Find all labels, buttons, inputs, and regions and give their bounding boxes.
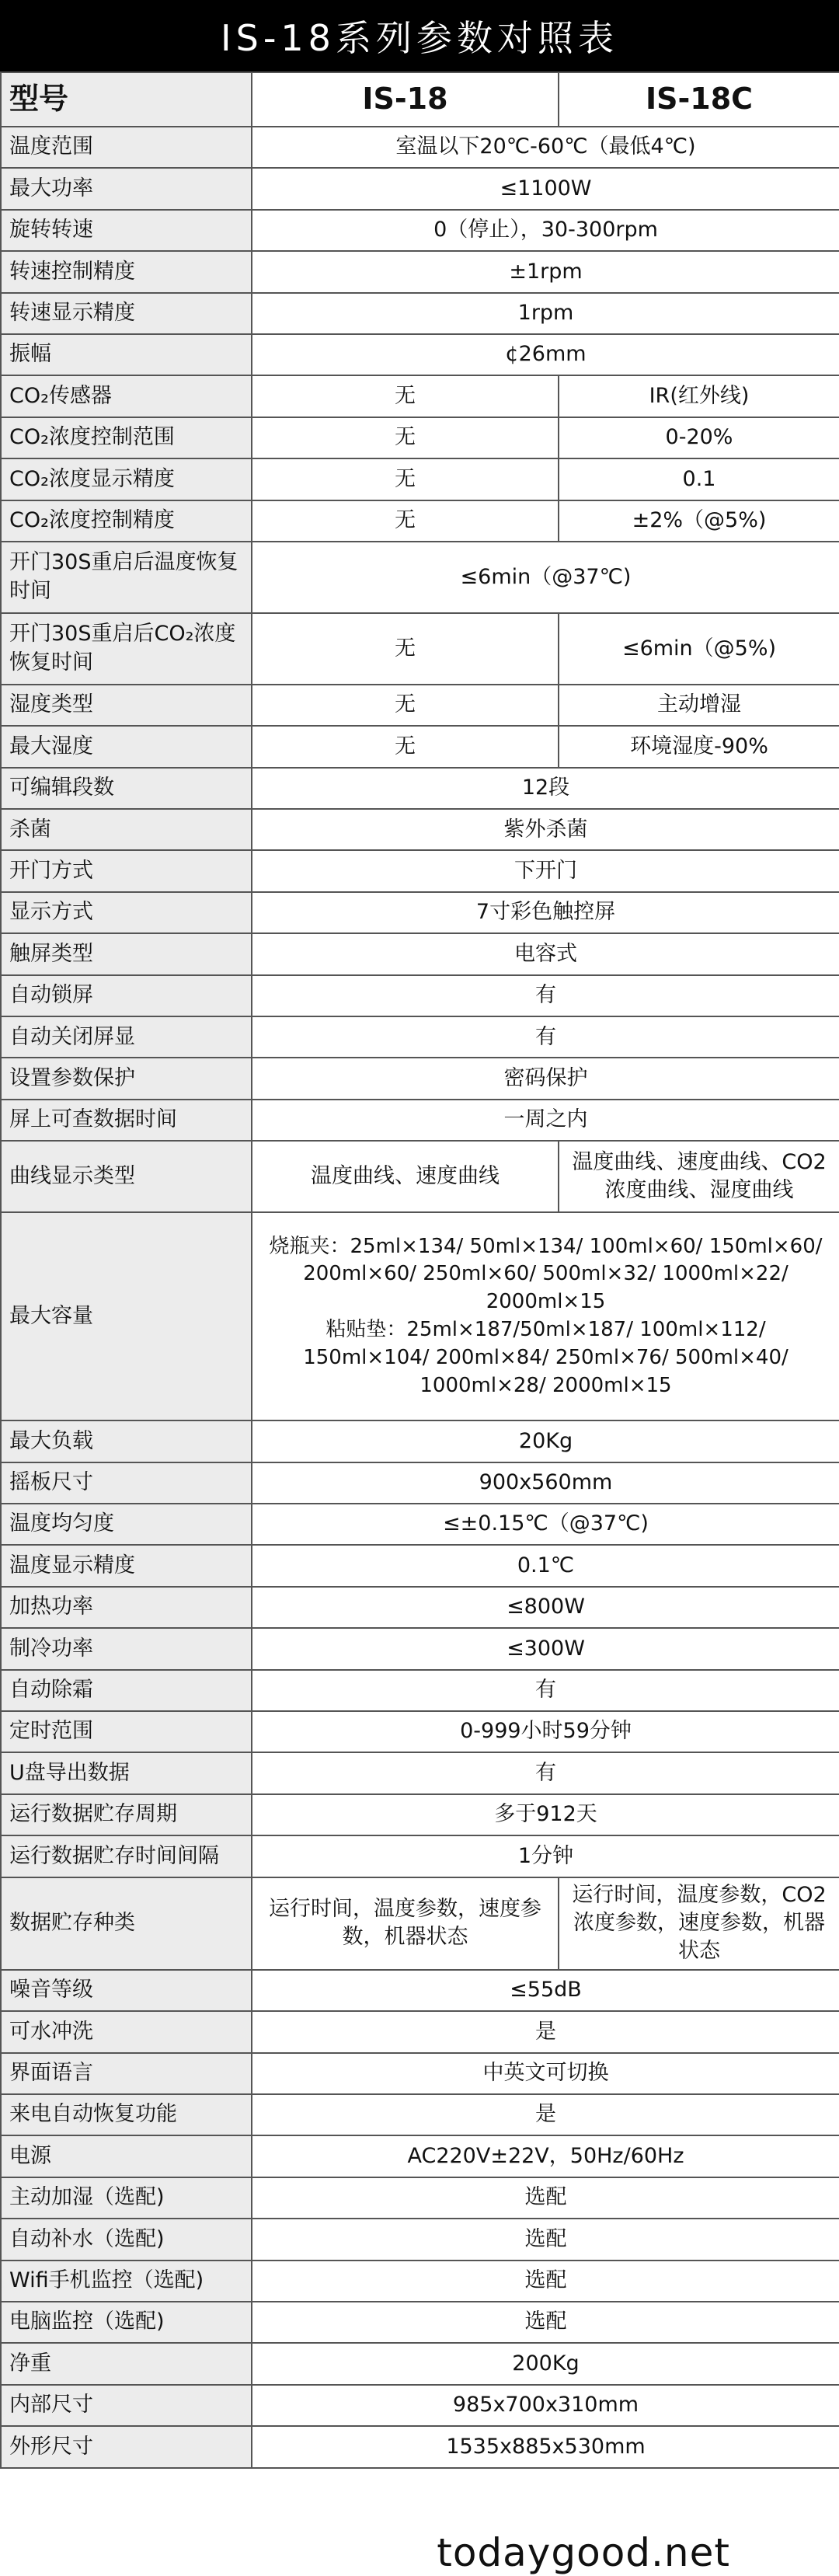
spec-table [0,71,839,2469]
table-row [1,1462,839,1504]
row-value-model-b: 环境湿度-90% [559,726,839,767]
table-row [1,542,839,613]
row-label: 自动锁屏 [1,975,252,1016]
row-value: ≤6min（@37℃) [252,542,839,613]
row-value: 多于912天 [252,1794,839,1835]
table-row [1,168,839,209]
table-row [1,2426,839,2467]
row-value: 1535x885x530mm [252,2426,839,2467]
row-label: 旋转转速 [1,210,252,251]
table-row [1,1016,839,1058]
row-value: 有 [252,1670,839,1711]
row-value: 选配 [252,2177,839,2219]
row-label: 最大负载 [1,1420,252,1462]
row-value-model-b: ±2%（@5%) [559,500,839,542]
row-value: 20Kg [252,1420,839,1462]
row-value: ≤±0.15℃（@37℃) [252,1504,839,1545]
row-value: ¢26mm [252,334,839,375]
row-label: CO₂浓度控制精度 [1,500,252,542]
row-value: 是 [252,2011,839,2052]
table-row [1,293,839,334]
table-row [1,1752,839,1793]
table-row [1,1877,839,1970]
row-label: 主动加湿（选配) [1,2177,252,2219]
row-value-model-b: 主动增湿 [559,685,839,726]
row-label: 转速控制精度 [1,251,252,292]
table-row [1,685,839,726]
row-label: 数据贮存种类 [1,1877,252,1970]
row-label: 湿度类型 [1,685,252,726]
row-value-model-b: 0.1 [559,458,839,500]
row-value: 有 [252,975,839,1016]
row-label: 自动除霜 [1,1670,252,1711]
table-row [1,768,839,809]
table-row [1,1794,839,1835]
table-row [1,2385,839,2426]
row-label: CO₂浓度显示精度 [1,458,252,500]
row-value: 选配 [252,2219,839,2260]
row-value: 0（停止），30-300rpm [252,210,839,251]
row-label: 曲线显示类型 [1,1141,252,1212]
row-value-model-a: 运行时间，温度参数，速度参数，机器状态 [252,1877,559,1970]
row-value: ≤1100W [252,168,839,209]
table-row [1,2177,839,2219]
row-value: 选配 [252,2261,839,2302]
row-label: 电源 [1,2135,252,2177]
row-label: 来电自动恢复功能 [1,2094,252,2135]
row-label: CO₂浓度控制范围 [1,417,252,458]
row-value: 是 [252,2094,839,2135]
row-label: 摇板尺寸 [1,1462,252,1504]
row-value: 有 [252,1752,839,1793]
row-label: 电脑监控（选配) [1,2302,252,2343]
row-label: 外形尺寸 [1,2426,252,2467]
page-title: IS-18系列参数对照表 [0,0,839,71]
row-label: 运行数据贮存时间间隔 [1,1835,252,1877]
spec-table-body [1,72,839,2468]
table-row [1,726,839,767]
table-row [1,2011,839,2052]
header-model-b: IS-18C [559,72,839,127]
table-row [1,500,839,542]
row-label: 运行数据贮存周期 [1,1794,252,1835]
row-label: 开门30S重启后温度恢复时间 [1,542,252,613]
table-row [1,2135,839,2177]
row-value: 12段 [252,768,839,809]
row-value-model-a: 无 [252,613,559,685]
table-row [1,2094,839,2135]
row-value-model-b: 温度曲线、速度曲线、CO2浓度曲线、湿度曲线 [559,1141,839,1212]
row-label: 温度均匀度 [1,1504,252,1545]
row-value-model-b: 运行时间，温度参数，CO2浓度参数，速度参数，机器状态 [559,1877,839,1970]
row-label: Wifi手机监控（选配) [1,2261,252,2302]
table-row [1,850,839,891]
row-value: 密码保护 [252,1058,839,1099]
row-label: 最大容量 [1,1212,252,1420]
row-value: 0.1℃ [252,1545,839,1586]
row-value: ≤300W [252,1628,839,1669]
table-row [1,1141,839,1212]
row-label: 触屏类型 [1,933,252,974]
table-row [1,975,839,1016]
header-label: 型号 [1,72,252,127]
row-value-model-a: 无 [252,726,559,767]
row-value: 有 [252,1016,839,1058]
row-label: 开门30S重启后CO₂浓度恢复时间 [1,613,252,685]
row-label: 开门方式 [1,850,252,891]
table-row [1,892,839,933]
row-value: 900x560mm [252,1462,839,1504]
row-value-model-b: ≤6min（@5%) [559,613,839,685]
table-row [1,613,839,685]
row-label: 定时范围 [1,1711,252,1752]
row-label: 最大湿度 [1,726,252,767]
row-value: 下开门 [252,850,839,891]
row-value: 0-999小时59分钟 [252,1711,839,1752]
row-value: 一周之内 [252,1100,839,1141]
row-label: 转速显示精度 [1,293,252,334]
row-label: CO₂传感器 [1,375,252,417]
row-label: 界面语言 [1,2053,252,2094]
table-row [1,1587,839,1628]
row-label: 可编辑段数 [1,768,252,809]
table-row [1,417,839,458]
watermark: todaygood.net [437,2530,730,2575]
row-label: 净重 [1,2343,252,2384]
row-label: 自动关闭屏显 [1,1016,252,1058]
row-value: 中英文可切换 [252,2053,839,2094]
row-value-model-a: 无 [252,500,559,542]
row-label: 噪音等级 [1,1970,252,2011]
table-row [1,127,839,168]
table-row [1,2302,839,2343]
header-model-a: IS-18 [252,72,559,127]
row-value-model-a: 无 [252,685,559,726]
table-row [1,1970,839,2011]
table-row [1,210,839,251]
row-value-model-a: 无 [252,375,559,417]
table-row [1,2219,839,2260]
row-label: 屏上可查数据时间 [1,1100,252,1141]
row-label: 温度范围 [1,127,252,168]
row-label: 内部尺寸 [1,2385,252,2426]
row-value: ≤55dB [252,1970,839,2011]
table-row [1,375,839,417]
row-value: 1rpm [252,293,839,334]
table-header-row [1,72,839,127]
table-row [1,1835,839,1877]
row-value-model-a: 无 [252,417,559,458]
table-row [1,1670,839,1711]
table-row [1,251,839,292]
row-value: ≤800W [252,1587,839,1628]
row-value: 室温以下20℃-60℃（最低4℃) [252,127,839,168]
row-label: 制冷功率 [1,1628,252,1669]
row-label: 加热功率 [1,1587,252,1628]
row-value: 985x700x310mm [252,2385,839,2426]
table-row [1,2343,839,2384]
table-row [1,1212,839,1420]
table-row [1,1711,839,1752]
row-value: 200Kg [252,2343,839,2384]
row-label: 显示方式 [1,892,252,933]
table-row [1,2261,839,2302]
row-value: 1分钟 [252,1835,839,1877]
table-row [1,334,839,375]
table-row [1,809,839,850]
table-row [1,2053,839,2094]
row-value: 烧瓶夹：25ml×134/ 50ml×134/ 100ml×60/ 150ml×60/ 200ml×60/ 250ml×60/ 500ml×32/ 1000ml×22/ 2000ml×15 粘贴垫：25ml×187/50ml×187/ 100ml×112/ 150ml×104/ 200ml×84/ 250ml×76/ 500ml×40/ 1000ml×28/ 2000ml×15 [252,1212,839,1420]
table-row [1,1058,839,1099]
row-value-model-a: 无 [252,458,559,500]
row-value-model-b: IR(红外线) [559,375,839,417]
table-row [1,458,839,500]
row-value-model-b: 0-20% [559,417,839,458]
row-label: 杀菌 [1,809,252,850]
row-label: 自动补水（选配) [1,2219,252,2260]
row-value: ±1rpm [252,251,839,292]
table-row [1,1628,839,1669]
row-label: 设置参数保护 [1,1058,252,1099]
row-label: 温度显示精度 [1,1545,252,1586]
row-label: U盘导出数据 [1,1752,252,1793]
table-row [1,933,839,974]
row-label: 振幅 [1,334,252,375]
row-value: AC220V±22V，50Hz/60Hz [252,2135,839,2177]
table-row [1,1420,839,1462]
row-label: 最大功率 [1,168,252,209]
row-value: 电容式 [252,933,839,974]
row-value: 7寸彩色触控屏 [252,892,839,933]
table-row [1,1545,839,1586]
table-row [1,1100,839,1141]
table-row [1,1504,839,1545]
row-value-model-a: 温度曲线、速度曲线 [252,1141,559,1212]
row-value: 选配 [252,2302,839,2343]
row-value: 紫外杀菌 [252,809,839,850]
row-label: 可水冲洗 [1,2011,252,2052]
